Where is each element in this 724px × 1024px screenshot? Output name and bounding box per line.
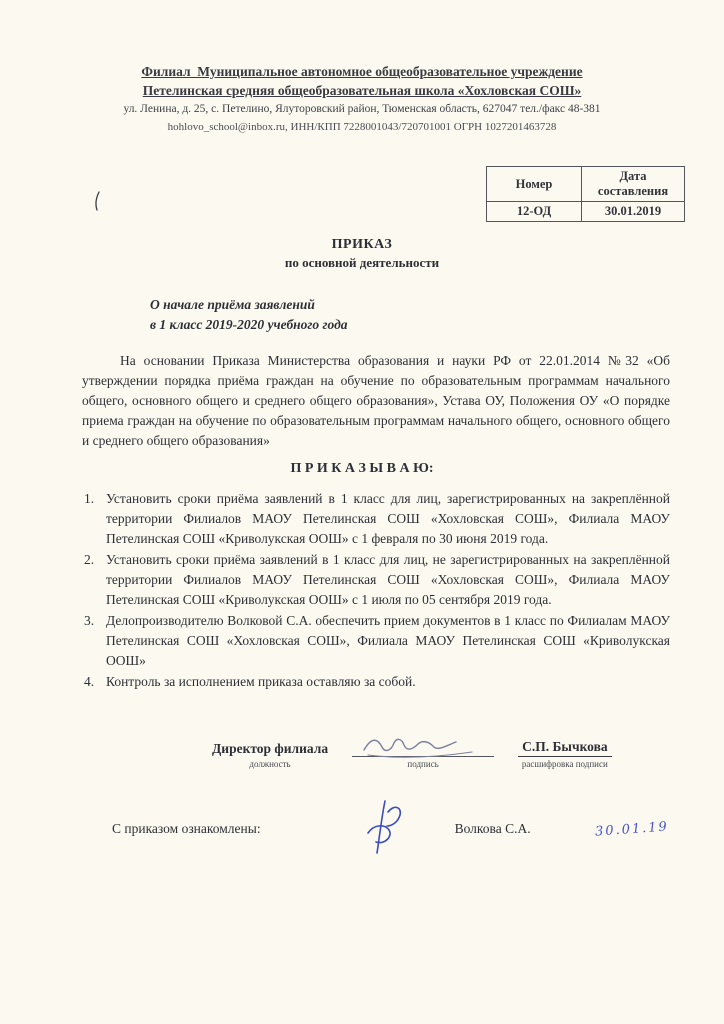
item-number: 1. bbox=[84, 491, 95, 506]
letterhead bbox=[0, 0, 724, 133]
document-title: ПРИКАЗ bbox=[331, 237, 393, 252]
acknowledgment-block bbox=[112, 799, 724, 859]
signer-name: С.П. Бычкова bbox=[518, 739, 612, 757]
acknowledgment-date-handwritten: 30.01.19 bbox=[594, 818, 669, 840]
order-item bbox=[84, 611, 670, 671]
order-item bbox=[84, 489, 670, 549]
order-number: 12-ОД bbox=[487, 202, 582, 222]
director-signature-icon bbox=[356, 730, 486, 762]
stray-pen-mark bbox=[92, 190, 102, 217]
caption-name: расшифровка подписи bbox=[521, 759, 608, 769]
subject-line2: в 1 класс 2019-2020 учебного года bbox=[150, 317, 348, 332]
order-items-list bbox=[84, 489, 670, 692]
order-basis-paragraph: На основании Приказа Министерства образования и науки РФ от 22.01.2014 №32 «Об утверждении порядка приёма граждан на обучение по образовательным программам начального общего, основного общего и среднего общего образования», Устава ОУ, Положения ОУ «О порядке приема граждан на обучение по образовательным программам начального общего, основного общего и среднего общего образования» bbox=[82, 353, 670, 448]
volkova-signature-icon bbox=[355, 799, 409, 859]
item-text: Установить сроки приёма заявлений в 1 класс для лиц, зарегистрированных на закреплённой территории Филиалов МАОУ Петелинская СОШ «Хохловская СОШ», Филиала МАОУ Петелинская СОШ «Криволукская ООШ» с 1 февраля по 30 июня 2019 года. bbox=[106, 491, 670, 546]
item-text: Делопроизводителю Волковой С.А. обеспечить прием документов в 1 класс по Филиалам МАОУ Петелинская СОШ «Хохловская СОШ», Филиала МАОУ Петелинская СОШ «Криволукская ООШ» bbox=[106, 613, 670, 668]
order-directive-word: П Р И К А З Ы В А Ю: bbox=[290, 461, 434, 476]
order-item bbox=[84, 672, 670, 692]
item-number: 4. bbox=[84, 674, 95, 689]
org-name-line1: Филиал Муниципальное автономное общеобразовательное учреждение bbox=[141, 64, 583, 79]
order-subject bbox=[150, 295, 724, 335]
signer-position: Директор филиала bbox=[212, 741, 329, 756]
number-date-table bbox=[486, 166, 685, 222]
item-text: Установить сроки приёма заявлений в 1 класс для лиц, не зарегистрированных на закреплённой территории Филиалов МАОУ Петелинская СОШ «Хохловская СОШ», Филиала МАОУ Петелинская СОШ «Криволукская ООШ» с 1 июля по 05 сентября 2019 года. bbox=[106, 552, 670, 607]
acknowledged-by-name: Волкова С.А. bbox=[454, 821, 531, 836]
table-header-date: Дата составления bbox=[582, 167, 685, 202]
acknowledgment-label: С приказом ознакомлены: bbox=[112, 821, 261, 836]
signature-name-col bbox=[518, 739, 612, 769]
table-header-number: Номер bbox=[487, 167, 582, 202]
org-contacts: hohlovo_school@inbox.ru, ИНН/КПП 7228001043/720701001 ОГРН 1027201463728 bbox=[167, 121, 557, 133]
order-date: 30.01.2019 bbox=[582, 202, 685, 222]
signature-line-col bbox=[328, 726, 518, 769]
subject-line1: О начале приёма заявлений bbox=[150, 297, 315, 312]
item-number: 3. bbox=[84, 613, 95, 628]
org-name-line2: Петелинская средняя общеобразовательная школа «Хохловская СОШ» bbox=[142, 83, 582, 98]
document-title-block bbox=[0, 237, 724, 271]
signature-line bbox=[352, 726, 494, 757]
order-item bbox=[84, 550, 670, 610]
document-subtitle: по основной деятельности bbox=[284, 255, 440, 270]
item-number: 2. bbox=[84, 552, 95, 567]
org-address: ул. Ленина, д. 25, с. Петелино, Ялуторовский район, Тюменская область, 627047 тел./факс 48-381 bbox=[123, 103, 601, 115]
caption-sign: подпись bbox=[407, 759, 439, 769]
signature-position-col bbox=[212, 741, 328, 769]
item-text: Контроль за исполнением приказа оставляю за собой. bbox=[106, 674, 416, 689]
caption-position: должность bbox=[249, 759, 291, 769]
signature-block bbox=[212, 726, 724, 769]
